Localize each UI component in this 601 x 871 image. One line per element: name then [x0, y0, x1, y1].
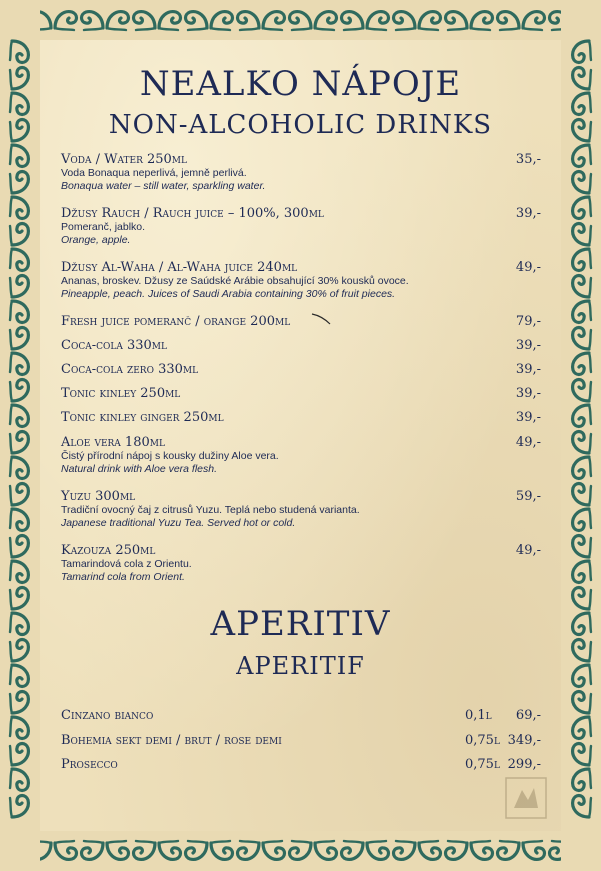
item-price: 49,-: [515, 435, 541, 450]
menu-item: [61, 489, 541, 530]
item-price: 49,-: [515, 260, 541, 275]
aperitiv-name: Bohemia sekt demi / brut / rose demi: [61, 733, 282, 748]
title-en: NON-ALCOHOLIC DRINKS: [108, 110, 493, 140]
item-name: Coca-cola 330ml: [61, 338, 167, 353]
aperitiv-title-en: APERITIF: [236, 652, 365, 680]
menu-item: [61, 410, 541, 425]
item-price: 39,-: [515, 362, 541, 377]
menu-item: [61, 386, 541, 401]
stamp-icon: [504, 776, 548, 820]
item-desc-cz: Tamarindová cola z Orientu.: [61, 558, 192, 570]
item-desc-en: Japanese traditional Yuzu Tea. Served hot or cold.: [61, 517, 296, 529]
aperitiv-item: [61, 708, 541, 723]
item-name: Yuzu 300ml: [61, 489, 136, 504]
item-desc-cz: Čistý přírodní nápoj s kousky dužiny Aloe vera.: [61, 450, 279, 462]
aperitiv-price: 299,-: [507, 757, 541, 772]
item-price: 35,-: [515, 152, 541, 167]
menu-item: [61, 338, 541, 353]
border-bottom: [0, 831, 601, 871]
item-name: Coca-cola zero 330ml: [61, 362, 199, 377]
menu-item: [61, 152, 541, 193]
aperitiv-price: 349,-: [507, 733, 541, 748]
menu-item: [61, 435, 541, 476]
menu-item: [61, 206, 541, 247]
aperitiv-volume: 0,1l: [465, 708, 492, 723]
item-price: 79,-: [515, 314, 541, 329]
item-name: Aloe vera 180ml: [61, 435, 165, 450]
aperitiv-volume: 0,75l: [465, 757, 500, 772]
item-desc-cz: Tradiční ovocný čaj z citrusů Yuzu. Teplá nebo studená varianta.: [61, 504, 360, 516]
menu-item: [61, 314, 541, 329]
aperitiv-volume: 0,75l: [465, 733, 500, 748]
item-name: Fresh juice pomeranč / orange 200ml: [61, 314, 291, 329]
item-price: 59,-: [515, 489, 541, 504]
item-name: Kazouza 250ml: [61, 543, 156, 558]
aperitiv-price: 69,-: [515, 708, 541, 723]
item-price: 39,-: [515, 206, 541, 221]
item-desc-en: Orange, apple.: [61, 234, 131, 246]
item-desc-cz: Voda Bonaqua neperlivá, jemně perlivá.: [61, 167, 247, 179]
item-price: 49,-: [515, 543, 541, 558]
item-name: Džusy Al-Waha / Al-Waha juice 240ml: [61, 260, 298, 275]
item-desc-en: Pineapple, peach. Juices of Saudi Arabia containing 30% of fruit pieces.: [61, 288, 396, 300]
item-desc-en: Tamarind cola from Orient.: [61, 571, 185, 583]
aperitiv-item: [61, 757, 541, 772]
item-price: 39,-: [515, 338, 541, 353]
squiggle-mark: [310, 312, 334, 326]
aperitiv-name: Prosecco: [61, 757, 118, 772]
item-desc-cz: Ananas, broskev. Džusy ze Saúdské Arábie obsahující 30% kousků ovoce.: [61, 275, 409, 287]
aperitiv-title-cz: APERITIV: [210, 604, 391, 644]
item-desc-cz: Pomeranč, jablko.: [61, 221, 146, 233]
item-name: Tonic kinley 250ml: [61, 386, 181, 401]
aperitiv-name: Cinzano bianco: [61, 708, 154, 723]
title-cz: NEALKO NÁPOJE: [139, 64, 462, 104]
aperitiv-item: [61, 733, 541, 748]
menu-item: [61, 543, 541, 584]
item-price: 39,-: [515, 410, 541, 425]
menu-item: [61, 260, 541, 301]
item-price: 39,-: [515, 386, 541, 401]
border-top: [0, 0, 601, 40]
item-name: Džusy Rauch / Rauch juice – 100%, 300ml: [61, 206, 324, 221]
item-name: Voda / Water 250ml: [61, 152, 187, 167]
item-desc-en: Bonaqua water – still water, sparkling water.: [61, 180, 266, 192]
menu-item: [61, 362, 541, 377]
item-name: Tonic kinley ginger 250ml: [61, 410, 224, 425]
item-desc-en: Natural drink with Aloe vera flesh.: [61, 463, 218, 475]
